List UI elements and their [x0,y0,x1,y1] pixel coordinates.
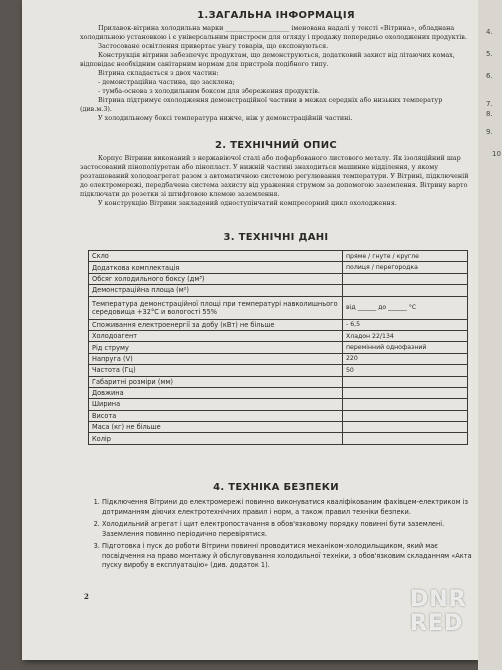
table-row [89,319,468,330]
margin-number: 8. [486,110,493,118]
row-value: - 6,5 [343,319,468,330]
row-label: Ширина [89,399,343,410]
margin-number: 7. [486,100,493,108]
table-row [89,387,468,398]
row-label: Маса (кг) не більше [89,422,343,433]
row-label: Скло [89,251,343,262]
table-row [89,273,468,284]
safety-item: 1. Підключення Вітрини до електромережі повинно виконуватися кваліфікованим фахівцем-електриком із дотриманням діючих електротехнічних правил і норм, а також правил техніки безпеки. [102,498,472,517]
row-value: 220 [343,353,468,364]
row-value [343,422,468,433]
margin-number: 9. [486,128,493,136]
row-label: Холодоагент [89,330,343,341]
margin-number: 10 [492,150,501,158]
paragraph: У конструкцію Вітрини закладений одноступінчатий компресорний цикл охолодження. [98,199,397,207]
table-row [89,376,468,387]
paragraph: Корпус Вітрини виконаний з нержавіючої сталі або пофарбованого листового металу. Як ізоляційний шар застосований пінополіуретан або пінопласт. У нижній частині знаходиться машинне відділення, у якому розташований холодоагрегат разом з автоматичною системою регулювання температури. У Вітрині, підключеній до електромережі, передбачена система захисту від ураження струмом за допомогою заземлення. Вітрину варто підключати до розетки зі штифтовою клемою заземлення. [80,154,469,198]
section-safety [80,482,472,574]
paragraph: У холодильному боксі температура нижче, ніж у демонстраційній частині. [98,114,353,122]
section-title: 4. ТЕХНІКА БЕЗПЕКИ [213,482,339,493]
paragraph: Вітрина складається з двох частин: [98,69,219,77]
row-label: Довжина [89,387,343,398]
watermark: DNR RED [410,587,467,636]
table-row [89,353,468,364]
margin-number: 5. [486,50,493,58]
safety-item: 2. Холодильний агрегат і щит електропостачання в обов'язковому порядку повинні бути заземлені. Заземлення повинно періодично перевірятися. [102,520,472,539]
section-title: 3. ТЕХНІЧНІ ДАНІ [223,232,329,243]
row-value: перемінний однофазний [343,342,468,353]
row-label: Колір [89,433,343,444]
row-value: 50 [343,365,468,376]
section-general-info [80,10,472,123]
table-row [89,422,468,433]
row-label: Висота [89,410,343,421]
row-label: Рід струму [89,342,343,353]
next-page-edge [478,0,502,670]
row-value: полиця / перегородка [343,262,468,273]
table-row [89,342,468,353]
row-value [343,433,468,444]
row-value: пряме / гнуте / кругле [343,251,468,262]
margin-number: 4. [486,28,493,36]
row-value [343,410,468,421]
row-label: Напруга (V) [89,353,343,364]
table-row [89,365,468,376]
row-label: Споживання електроенергії за добу (кВт) не більше [89,319,343,330]
table-row [89,262,468,273]
paragraph: - демонстраційна частина, що засклена; [98,78,235,86]
row-label: Частота (Гц) [89,365,343,376]
row-value: від ______ до ______ °C [343,296,468,319]
table-row [89,296,468,319]
row-label: Обсяг холодильного боксу (дм³) [89,273,343,284]
row-value [343,273,468,284]
technical-data-table [88,250,468,445]
paragraph: Застосоване освітлення привертає увагу товарів, що експонуються. [98,42,329,50]
row-label: Температура демонстраційної площі при температурі навколишнього середовища +32°C и вологості 55% [89,296,343,319]
row-label: Додаткова комплектація [89,262,343,273]
paragraph: Прилавок-вітрина холодильна марки ____________________ іменована надалі у тексті «Вітрина», обладнана холодильною установкою і є універсальним пристроєм для огляду і продажу попередньо охолоджених продуктів. [80,24,467,41]
paragraph: - тумба-основа з холодильним боксом для збереження продуктів. [98,87,320,95]
row-value: Хладон 22/134 [343,330,468,341]
row-label: Демонстраційна площа (м²) [89,285,343,296]
section-technical-data-title [80,232,472,243]
table-row [89,399,468,410]
row-label: Габаритні розміри (мм) [89,376,343,387]
table-row [89,251,468,262]
paragraph: Вітрина підтримує охолодження демонстраційної частини в межах середніх або низьких температур (див.м.3). [80,96,443,113]
document-page [22,0,478,660]
safety-item: 3. Підготовка і пуск до роботи Вітрини повинні проводитися механіком-холодильщиком, який має посвідчення на право монтажу й обслуговування холодильної техніки, з обов'язковим складанням «Акта пуску виробу в експлуатацію» (див. додаток 1). [102,542,472,571]
paragraph: Конструкція вітрини забезпечує продуктам, що демонструються, додатковий захист від літаючих комах, відповідає необхідним санітарним нормам для пристроїв подібного типу. [80,51,455,68]
margin-number: 6. [486,72,493,80]
row-value [343,285,468,296]
page-number: 2 [84,592,89,601]
row-value [343,387,468,398]
section-title: 1.ЗАГАЛЬНА ІНФОРМАЦІЯ [197,10,355,21]
table-row [89,285,468,296]
section-title: 2. ТЕХНІЧНИЙ ОПИС [214,140,338,151]
table-row [89,433,468,444]
row-value [343,376,468,387]
table-row [89,410,468,421]
row-value [343,399,468,410]
section-technical-description [80,140,472,208]
table-row [89,330,468,341]
